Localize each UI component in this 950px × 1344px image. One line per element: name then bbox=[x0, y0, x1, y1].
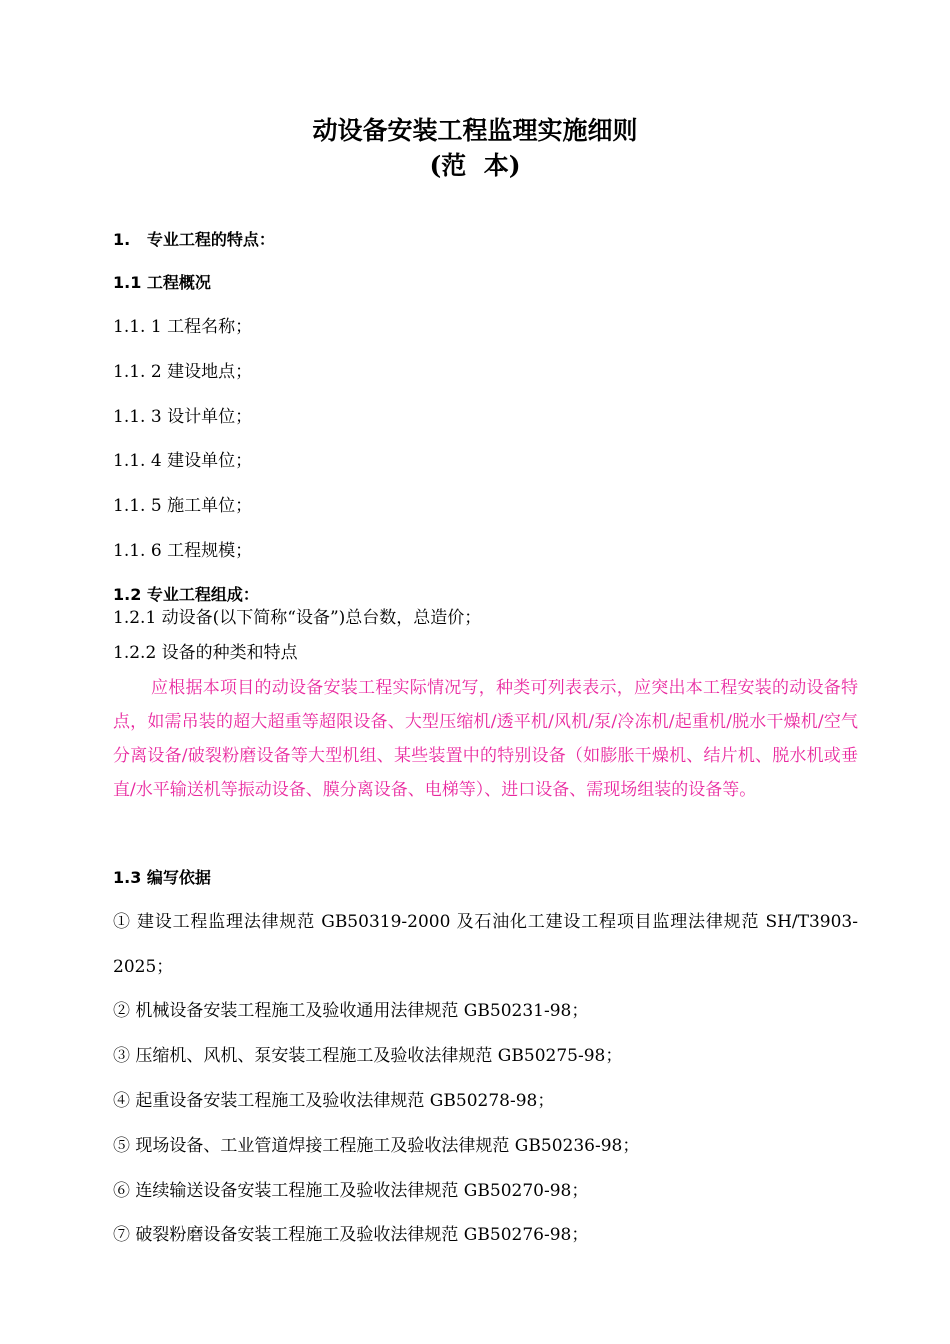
basis-item: ⑤ 现场设备、工业管道焊接工程施工及验收法律规范 GB50236-98； bbox=[113, 1136, 640, 1156]
document-title: 动设备安装工程监理实施细则 bbox=[312, 116, 638, 145]
list-item: 1.1. 2 建设地点； bbox=[113, 362, 253, 382]
basis-item: ⑥ 连续输送设备安装工程施工及验收法律规范 GB50270-98； bbox=[113, 1181, 589, 1201]
list-item: 1.1. 4 建设单位； bbox=[113, 451, 253, 471]
basis-item: ⑦ 破裂粉磨设备安装工程施工及验收法律规范 GB50276-98； bbox=[113, 1225, 589, 1245]
section-1-3-heading: 1.3 编写依据 bbox=[113, 868, 211, 887]
section-1-2-heading: 1.2 专业工程组成： bbox=[113, 585, 259, 604]
basis-item: ③ 压缩机、风机、泵安装工程施工及验收法律规范 GB50275-98； bbox=[113, 1046, 623, 1066]
document-subtitle: (范 本) bbox=[429, 151, 521, 180]
section-1-1-heading: 1.1 工程概况 bbox=[113, 273, 211, 292]
basis-item: ② 机械设备安装工程施工及验收通用法律规范 GB50231-98； bbox=[113, 1001, 589, 1021]
section-1-heading: 1. 专业工程的特点： bbox=[113, 230, 275, 249]
list-item: 1.1. 1 工程名称； bbox=[113, 317, 253, 337]
basis-item: ④ 起重设备安装工程施工及验收法律规范 GB50278-98； bbox=[113, 1091, 555, 1111]
section-1-2-1: 1.2.1 动设备(以下简称“设备”)总台数，总造价； bbox=[113, 608, 482, 628]
list-item: 1.1. 5 施工单位； bbox=[113, 496, 253, 516]
list-item: 1.1. 6 工程规模； bbox=[113, 541, 253, 561]
equipment-note-paragraph: 应根据本项目的动设备安装工程实际情况写，种类可列表表示，应突出本工程安装的动设备特点，如需吊装的超大超重等超限设备、大型压缩机/透平机/风机/泵/冷冻机/起重机/脱水干燥机/空气分离设备/破裂粉磨设备等大型机组、某些装置中的特别设备（如膨胀干燥机、结片机、脱水机或垂直/水平输送机等振动设备、膜分离设备、电梯等）、进口设备、需现场组装的设备等。 bbox=[113, 678, 858, 800]
section-1-2-2: 1.2.2 设备的种类和特点 bbox=[113, 643, 298, 663]
basis-item: ① 建设工程监理法律规范 GB50319-2000 及石油化工建设工程项目监理法律规范 SH/T3903-2025； bbox=[113, 912, 858, 977]
list-item: 1.1. 3 设计单位； bbox=[113, 407, 253, 427]
